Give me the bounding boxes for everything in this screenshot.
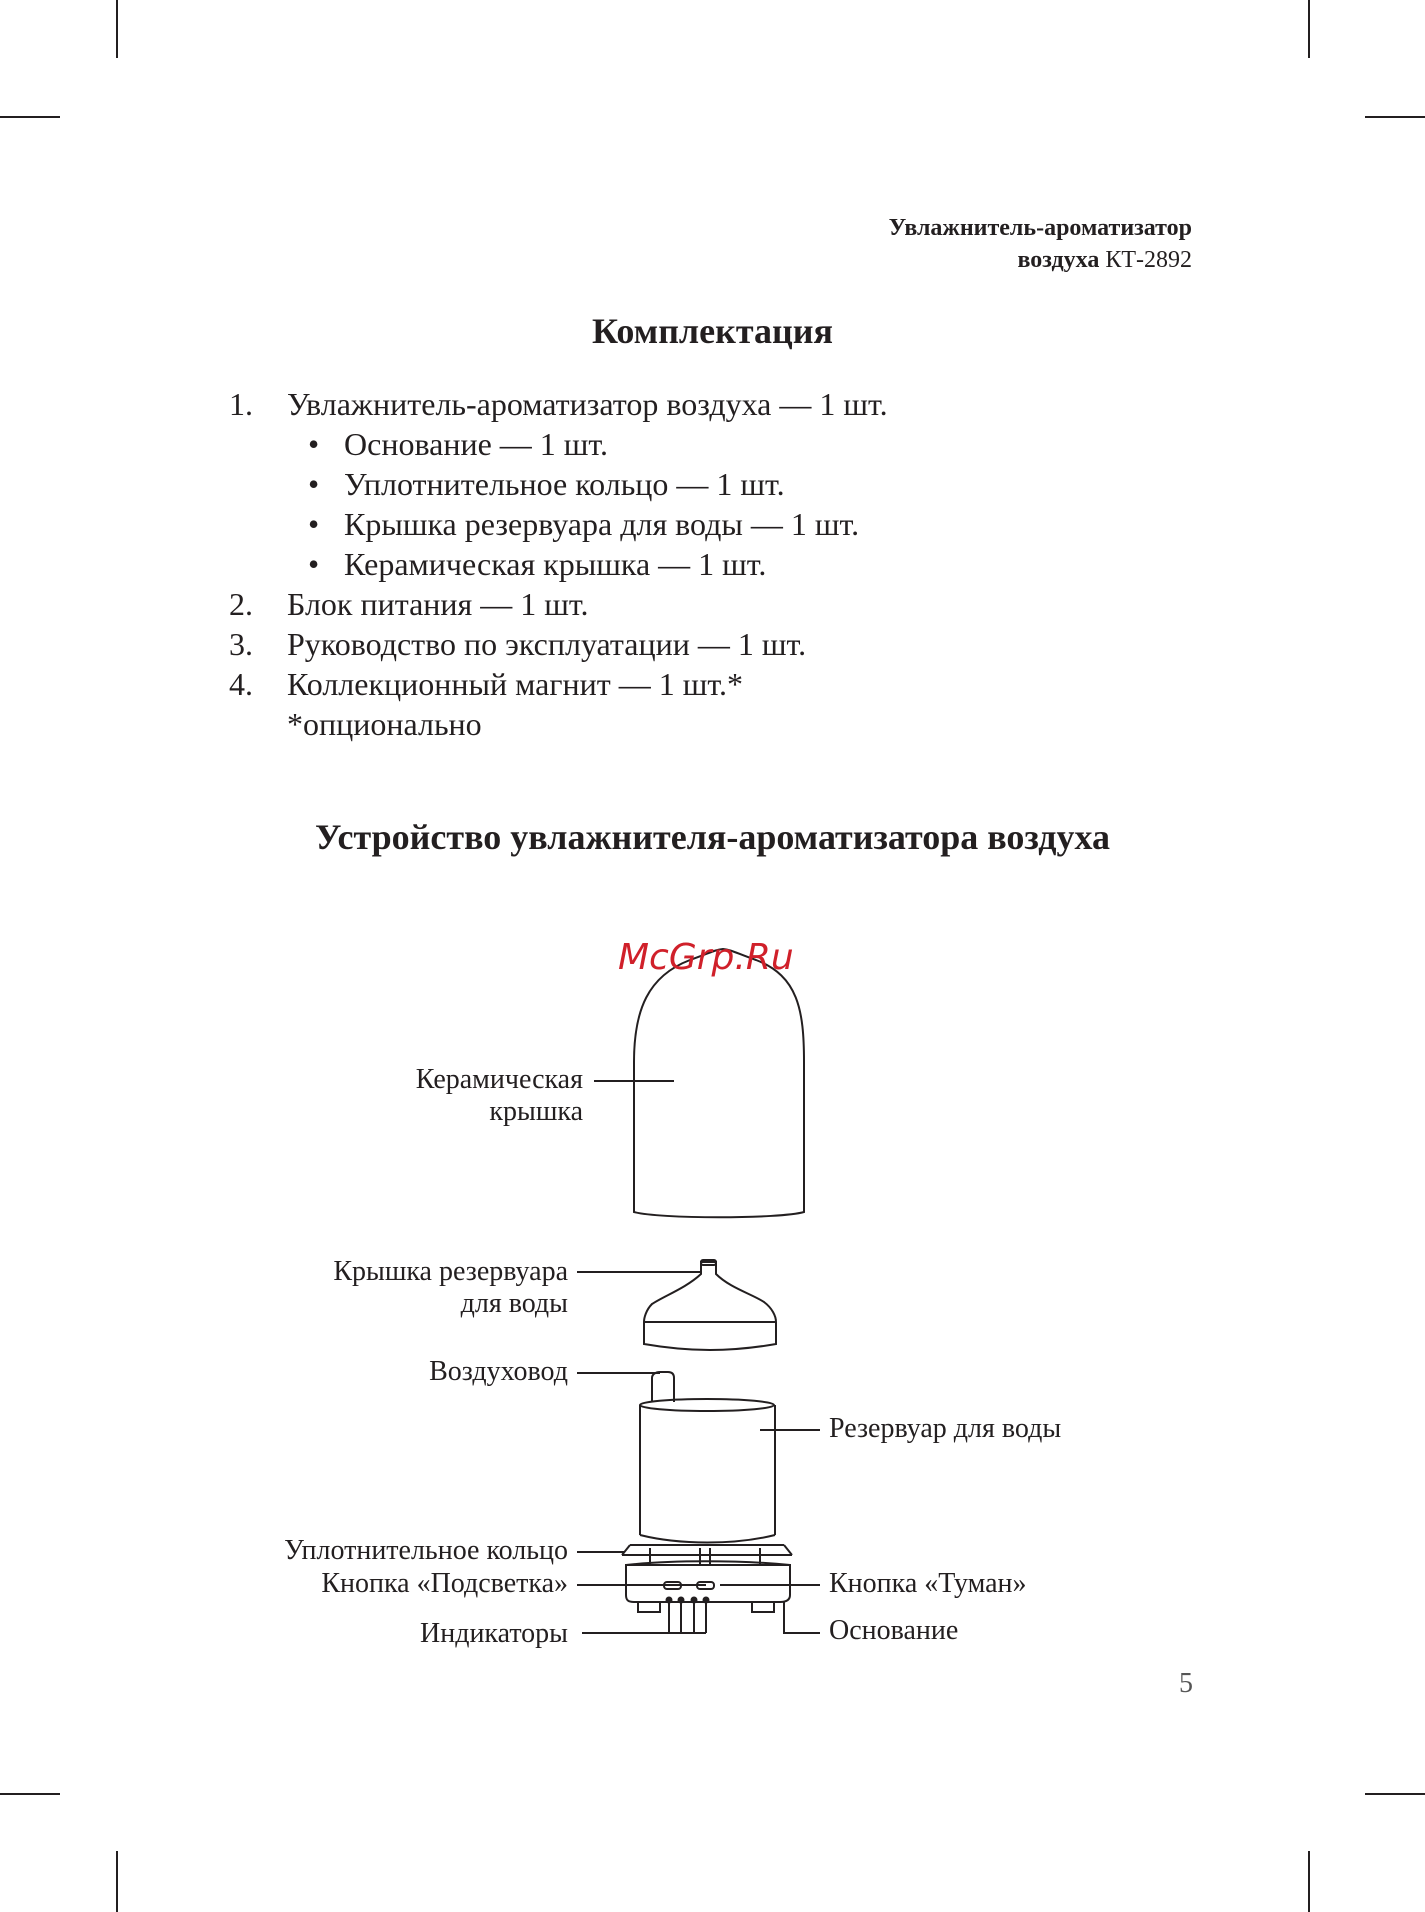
label-air-duct: Воздуховод bbox=[429, 1356, 568, 1387]
section-title-contents: Комплектация bbox=[592, 311, 833, 351]
indicator-dot bbox=[704, 1598, 709, 1603]
label-mist-button: Кнопка «Туман» bbox=[829, 1568, 1027, 1599]
page-number: 5 bbox=[1179, 1668, 1193, 1699]
air-duct-drawing bbox=[652, 1372, 674, 1402]
label-base: Основание bbox=[829, 1615, 959, 1646]
list-item-text: Руководство по эксплуатации — 1 шт. bbox=[287, 626, 807, 662]
header-model: КТ-2892 bbox=[1105, 247, 1192, 273]
indicator-dot bbox=[692, 1598, 697, 1603]
sub-list-item-text: Крышка резервуара для воды — 1 шт. bbox=[344, 506, 860, 542]
label-light-button: Кнопка «Подсветка» bbox=[321, 1568, 568, 1599]
bullet-icon: • bbox=[308, 546, 320, 582]
label-ceramic-cover bbox=[416, 1064, 583, 1128]
water-tank-rim bbox=[640, 1399, 774, 1411]
indicator-dot bbox=[679, 1598, 684, 1603]
bullet-icon: • bbox=[308, 426, 320, 462]
list-item-text: Увлажнитель-ароматизатор воздуха — 1 шт. bbox=[287, 386, 888, 422]
label-seal-ring: Уплотнительное кольцо bbox=[284, 1535, 568, 1566]
leader-indicators bbox=[582, 1602, 706, 1633]
seal-ring-drawing bbox=[622, 1545, 792, 1555]
label-tank-lid-line1: Крышка резервуара bbox=[333, 1256, 568, 1287]
label-ceramic-cover-line1: Керамическая bbox=[415, 1064, 583, 1095]
water-tank-drawing bbox=[640, 1405, 775, 1535]
list-item-number: 4. bbox=[229, 666, 253, 702]
list-item-text: Коллекционный магнит — 1 шт.* bbox=[287, 666, 743, 702]
bullet-icon: • bbox=[308, 466, 320, 502]
label-ceramic-cover-line2: крышка bbox=[489, 1096, 583, 1127]
header-title-line2: воздуха bbox=[1017, 247, 1100, 273]
indicator-dot bbox=[667, 1598, 672, 1603]
label-tank-lid-line2: для воды bbox=[460, 1288, 568, 1319]
header-title-line1: Увлажнитель-ароматизатор bbox=[888, 215, 1192, 241]
sub-list-item-text: Уплотнительное кольцо — 1 шт. bbox=[344, 466, 785, 502]
water-tank-bottom bbox=[640, 1535, 775, 1543]
list-item-number: 3. bbox=[229, 626, 253, 662]
watermark: McGrp.Ru bbox=[618, 937, 794, 978]
base-drawing bbox=[626, 1565, 790, 1602]
bullet-icon: • bbox=[308, 506, 320, 542]
label-tank-lid bbox=[333, 1256, 568, 1320]
list-item-number: 1. bbox=[229, 386, 253, 422]
sub-list-item-text: Основание — 1 шт. bbox=[344, 426, 608, 462]
footnote: *опционально bbox=[287, 706, 482, 742]
list-item-text: Блок питания — 1 шт. bbox=[287, 586, 589, 622]
label-water-tank: Резервуар для воды bbox=[829, 1413, 1062, 1444]
leader-base bbox=[784, 1602, 820, 1633]
list-item-number: 2. bbox=[229, 586, 253, 622]
section-title-device: Устройство увлажнителя-ароматизатора воздуха bbox=[315, 817, 1110, 857]
ceramic-cover-drawing bbox=[634, 949, 804, 1217]
label-indicators: Индикаторы bbox=[420, 1618, 568, 1649]
tank-lid-base bbox=[644, 1322, 776, 1350]
sub-list-item-text: Керамическая крышка — 1 шт. bbox=[344, 546, 767, 582]
